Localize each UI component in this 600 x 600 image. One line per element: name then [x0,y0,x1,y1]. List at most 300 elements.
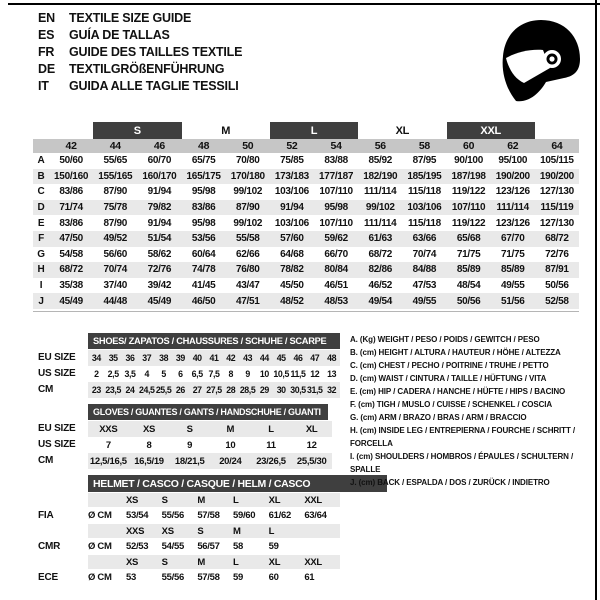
legend-item-j: J. (cm) BACK / ESPALDA / DOS / ZURÜCK / INDIETRO [350,478,550,487]
size-column-header: 48 [198,140,210,152]
helmet-value-cell: 53/54 [126,510,149,521]
helmet-value-cell: 59 [268,541,279,552]
size-cell: 46/51 [324,280,348,292]
legend-item-i: I. (cm) SHOULDERS / HOMBROS / ÉPAULES / SCHULTERN / SPALLE [350,452,574,474]
size-cell: 99/102 [233,186,263,198]
row-label: H [37,264,45,276]
shoes-row-cm [88,382,340,398]
lang-row-en [38,10,242,27]
helmet-value-cell: 53 [126,572,136,583]
size-cell: 46/52 [368,280,392,292]
size-cell: 127/130 [539,186,574,198]
helmet-values-row-fia [88,507,340,524]
size-cell: 107/110 [319,217,353,229]
shoes-cell: 47 [310,353,320,363]
shoes-cell: 2,5 [107,369,119,379]
size-cell: 105/115 [540,155,574,167]
size-column-header: 60 [463,140,475,152]
shoes-cell: 28,5 [239,385,256,395]
size-cell: 87/90 [103,186,127,198]
size-cell: 177/187 [319,170,354,182]
size-column-header: 52 [286,140,298,152]
lang-code: ES [38,28,55,42]
size-cell: 51/54 [147,233,172,245]
size-cell: 83/86 [59,217,83,229]
shoes-cm-label: CM [38,384,54,395]
size-cell: 85/89 [456,264,481,276]
size-cell: 70/80 [235,155,260,167]
size-cell: 87/95 [412,155,437,167]
lang-code: EN [38,11,55,25]
shoes-cell: 38 [159,353,169,363]
shoes-cell: 23,5 [105,385,121,395]
helmet-sizes-row-fia [88,493,340,507]
helmet-unit-cell: Ø CM [88,510,112,521]
helmet-value-cell: 61 [304,572,315,583]
size-column-header: 62 [507,140,519,152]
shoes-cell: 28 [226,385,236,395]
size-cell: 48/52 [280,295,304,307]
size-cell: 160/170 [142,170,177,182]
size-cell: 50/56 [456,295,481,307]
gloves-cell: L [268,423,274,435]
size-header-row [33,139,579,153]
size-cell: 45/49 [59,295,83,307]
row-label: B [37,170,45,182]
shoes-cell: 2 [94,369,99,379]
helmet-value-cell: 52/53 [126,541,149,552]
legend-item-d: D. (cm) WAIST / CINTURA / TAILLE / HÜFTUNG / VITA [350,374,547,383]
size-cell: 71/75 [500,248,525,260]
shoes-cell: 40 [192,353,202,363]
shoes-cell: 32 [327,385,337,395]
size-group-m: M [221,124,231,137]
textile-size-table [33,122,579,309]
shoes-cell: 5 [161,369,166,379]
size-group-xl: XL [395,124,410,137]
helmet-size-cell: XXL [304,556,322,568]
helmet-size-cell: S [161,556,168,568]
gloves-cell: M [226,423,235,435]
gloves-cell: S [186,423,193,435]
legend-item-g: G. (cm) ARM / BRAZO / BRAS / ARM / BRACCIO [350,413,527,422]
size-row-f [33,231,579,247]
size-cell: 47/50 [59,233,83,245]
size-cell: 48/54 [456,280,481,292]
helmet-value-cell: 55/56 [161,510,184,521]
language-title-block [38,10,242,95]
row-label: G [37,248,45,260]
shoes-cell: 13 [327,369,337,379]
size-cell: 182/190 [363,170,398,182]
gloves-cell: 16,5/19 [134,455,164,467]
shoes-cell: 27,5 [206,385,222,395]
size-cell: 85/92 [368,155,392,167]
row-label: E [37,217,45,229]
helmet-value-cell: 59/60 [233,510,256,521]
size-cell: 53/56 [191,233,216,245]
size-cell: 71/75 [456,248,481,260]
size-cell: 91/94 [280,202,304,214]
shoes-row-us [88,366,340,382]
size-cell: 115/118 [407,217,441,229]
size-cell: 123/126 [495,186,530,198]
gloves-cell: XXS [99,423,118,435]
helmet-size-table [88,493,340,586]
helmet-fia-label: FIA [38,510,54,521]
size-cell: 90/100 [454,155,483,167]
size-cell: 83/86 [59,186,83,198]
size-cell: 91/94 [147,186,172,198]
size-cell: 87/90 [103,217,127,229]
size-cell: 84/88 [412,264,437,276]
lang-code: FR [38,45,55,59]
size-cell: 103/106 [407,202,442,214]
size-cell: 91/94 [147,217,172,229]
size-column-header: 50 [242,140,254,152]
helmet-size-cell: XS [126,556,139,568]
gloves-cm-label: CM [38,455,54,466]
helmet-value-cell: 59 [233,572,243,583]
size-cell: 82/86 [368,264,392,276]
gloves-cell: XS [142,423,156,435]
legend-item-h: H. (cm) INSIDE LEG / ENTREPIERNA / FOURCHE / SCHRITT / FORCELLA [350,426,575,448]
size-cell: 50/56 [545,280,569,292]
helmet-sizes-row-ece [88,555,340,569]
size-cell: 67/70 [500,233,525,245]
size-cell: 75/78 [103,202,127,214]
helmet-value-cell: 56/57 [197,541,220,552]
size-cell: 155/165 [98,170,133,182]
helmet-value-cell: 63/64 [304,510,327,521]
size-group-l: L [270,122,358,139]
size-row-d [33,200,579,216]
helmet-value-cell: 55/56 [161,572,184,583]
helmet-sizes-row-cmr [88,524,340,538]
gloves-cell: 11 [266,439,276,451]
shoes-cell: 24 [125,385,135,395]
size-cell: 95/98 [191,217,216,229]
size-cell: 127/130 [539,217,574,229]
size-cell: 78/82 [280,264,304,276]
size-cell: 95/98 [191,186,216,198]
size-cell: 65/75 [191,155,216,167]
size-cell: 60/64 [191,248,216,260]
shoes-cell: 48 [327,353,337,363]
size-row-g [33,247,579,263]
size-cell: 123/126 [495,217,530,229]
gloves-cell: XL [305,423,318,435]
shoes-row-eu [88,350,340,366]
size-cell: 62/66 [235,248,260,260]
size-cell: 85/89 [500,264,525,276]
helmet-cmr-label: CMR [38,541,61,552]
gloves-cell: 25,5/30 [296,455,327,467]
lang-row-de [38,61,242,78]
gloves-row-sizes [88,421,332,437]
gloves-row-cm [88,453,332,469]
shoes-cell: 7,5 [208,369,220,379]
size-cell: 47/53 [412,280,437,292]
gloves-eu-size-label: EU SIZE [38,423,76,434]
size-cell: 99/102 [233,217,263,229]
size-cell: 165/175 [186,170,221,182]
helmet-values-row-cmr [88,538,340,555]
size-cell: 87/91 [545,264,569,276]
size-cell: 119/122 [451,217,486,229]
helmet-value-cell: 54/55 [161,541,184,552]
lang-row-it [38,78,242,95]
section-divider [33,311,579,312]
helmet-size-cell: XS [161,525,174,537]
helmet-size-cell: S [161,494,168,506]
size-cell: 49/55 [500,280,525,292]
size-cell: 150/160 [54,170,89,182]
size-cell: 57/60 [280,233,304,245]
size-cell: 56/60 [103,248,127,260]
size-cell: 49/55 [412,295,437,307]
shoes-eu-size-label: EU SIZE [38,352,76,363]
size-cell: 47/51 [235,295,260,307]
size-cell: 80/84 [324,264,348,276]
size-cell: 52/58 [545,295,569,307]
size-cell: 37/40 [103,280,127,292]
gloves-cell: 23/26,5 [256,455,286,467]
size-cell: 70/74 [412,248,437,260]
helmet-size-cell: XXS [126,525,145,537]
size-cell: 65/68 [456,233,481,245]
size-cell: 54/58 [59,248,83,260]
helmet-value-cell: 57/58 [197,572,220,583]
shoes-cell: 10,5 [273,369,289,379]
helmet-size-cell: XS [126,494,139,506]
helmet-unit-cell: Ø CM [88,541,112,552]
shoes-cell: 34 [91,353,101,363]
size-column-header: 44 [109,140,121,152]
size-cell: 55/58 [235,233,260,245]
size-cell: 115/118 [407,186,441,198]
gloves-cell: 10 [225,439,236,451]
gloves-cell: 20/24 [219,455,242,467]
helmet-table-header: HELMET / CASCO / CASQUE / HELM / CASCO [88,475,387,492]
gloves-cell: 12,5/16,5 [89,455,127,467]
size-cell: 55/65 [103,155,127,167]
size-cell: 61/63 [368,233,392,245]
lang-title: TEXTILE SIZE GUIDE [69,11,192,25]
gloves-size-table [88,421,332,469]
gloves-cell: 8 [146,439,152,451]
size-cell: 173/183 [274,170,309,182]
helmet-unit-cell: Ø CM [88,572,112,583]
shoes-size-table [88,350,340,398]
shoes-cell: 39 [175,353,185,363]
size-cell: 111/114 [364,217,397,229]
helmet-size-cell: L [268,525,275,537]
size-cell: 58/62 [147,248,172,260]
lang-title: TEXTILGRÖßENFÜHRUNG [69,62,225,76]
size-cell: 45/50 [280,280,304,292]
lang-row-fr [38,44,242,61]
size-group-s: S [93,122,181,139]
size-cell: 107/110 [319,186,353,198]
lang-code: DE [38,62,55,76]
size-cell: 48/53 [324,295,348,307]
helmet-size-cell: M [233,525,241,537]
helmet-values-row-ece [88,569,340,586]
size-cell: 41/45 [191,280,216,292]
helmet-size-cell: M [197,556,205,568]
shoes-cell: 23 [91,385,101,395]
size-cell: 111/114 [364,186,397,198]
shoes-cell: 35 [108,353,118,363]
size-cell: 72/76 [545,248,569,260]
shoes-cell: 11,5 [290,369,306,379]
shoes-cell: 43 [243,353,253,363]
row-label: F [38,233,44,245]
shoes-cell: 45 [276,353,286,363]
size-cell: 79/82 [147,202,172,214]
shoes-cell: 12 [310,369,320,379]
size-cell: 95/98 [324,202,348,214]
top-border [8,3,600,5]
legend-item-c: C. (cm) CHEST / PECHO / POITRINE / TRUHE / PETTO [350,361,549,370]
shoes-cell: 9 [245,369,250,379]
size-cell: 83/88 [324,155,348,167]
size-cell: 68/72 [545,233,569,245]
size-cell: 119/122 [451,186,486,198]
lang-code: IT [38,79,49,93]
shoes-cell: 36 [125,353,135,363]
shoes-cell: 30,5 [290,385,306,395]
shoes-cell: 6 [178,369,183,379]
shoes-cell: 8 [228,369,234,379]
helmet-size-cell: XL [268,494,281,506]
size-cell: 76/80 [235,264,260,276]
size-cell: 99/102 [365,202,395,214]
size-row-h [33,262,579,278]
size-cell: 49/54 [368,295,392,307]
row-label: A [37,155,45,167]
gloves-table-header: GLOVES / GUANTES / GANTS / HANDSCHUHE / GUANTI [88,404,328,420]
size-row-j [33,293,579,309]
gloves-us-size-label: US SIZE [38,439,76,450]
size-cell: 59/62 [324,233,348,245]
shoes-cell: 27 [192,385,202,395]
shoes-cell: 29 [259,385,269,395]
gloves-cell: 12 [306,439,317,451]
shoes-cell: 31,5 [307,385,323,395]
shoes-table-header: SHOES/ ZAPATOS / CHAUSSURES / SCHUHE / SCARPE [88,333,340,349]
helmet-size-cell: S [197,525,204,537]
size-cell: 185/195 [407,170,442,182]
size-cell: 49/52 [103,233,127,245]
helmet-size-cell: XXL [304,494,322,506]
size-cell: 45/49 [147,295,172,307]
size-cell: 60/70 [147,155,172,167]
row-label: C [37,186,45,198]
size-column-header: 46 [153,140,165,152]
size-row-c [33,184,579,200]
legend-item-f: F. (cm) TIGH / MUSLO / CUISSE / SCHENKEL / COSCIA [350,400,553,409]
size-row-a [33,153,579,169]
size-cell: 46/50 [191,295,216,307]
size-cell: 44/48 [103,295,127,307]
size-cell: 68/72 [368,248,392,260]
right-border [595,0,597,600]
size-cell: 107/110 [451,202,486,214]
size-cell: 190/200 [539,170,574,182]
size-cell: 95/100 [498,155,528,167]
helmet-size-cell: L [233,494,239,506]
helmet-value-cell: 58 [233,541,243,552]
legend-item-e: E. (cm) HIP / CADERA / HANCHE / HÜFTE / HIPS / BACINO [350,387,566,396]
size-cell: 66/70 [324,248,348,260]
shoes-cell: 10 [259,369,269,379]
gloves-cell: 9 [187,439,193,451]
size-cell: 103/106 [274,186,309,198]
shoes-cell: 24,5 [139,385,155,395]
size-cell: 70/74 [103,264,127,276]
helmet-ece-label: ECE [38,572,58,583]
size-cell: 64/68 [280,248,304,260]
helmet-value-cell: 57/58 [197,510,220,521]
size-group-header-row [33,122,579,139]
size-column-header: 54 [330,140,342,152]
size-group-xxl: XXL [447,122,535,139]
size-row-b [33,169,579,185]
size-cell: 111/114 [496,202,529,214]
gloves-cell: 7 [105,439,111,451]
size-row-i [33,278,579,294]
lang-title: GUIDE DES TAILLES TEXTILE [69,45,243,59]
size-cell: 72/76 [147,264,172,276]
size-column-header: 56 [374,140,386,152]
shoes-cell: 30 [276,385,286,395]
size-column-header: 64 [551,140,563,152]
size-cell: 35/38 [59,280,83,292]
size-cell: 187/198 [451,170,486,182]
racing-helmet-icon [488,12,588,112]
measurement-legend [350,333,592,489]
shoes-cell: 44 [259,353,269,363]
size-cell: 115/119 [540,202,574,214]
size-cell: 103/106 [274,217,309,229]
size-cell: 50/60 [59,155,83,167]
size-row-e [33,215,579,231]
lang-title: GUÍA DE TALLAS [69,28,170,42]
shoes-cell: 46 [293,353,303,363]
legend-item-b: B. (cm) HEIGHT / ALTURA / HAUTEUR / HÖHE / ALTEZZA [350,348,561,357]
helmet-value-cell: 61/62 [268,510,291,521]
shoes-cell: 37 [142,353,152,363]
size-cell: 74/78 [191,264,216,276]
shoes-cell: 25,5 [155,385,172,395]
lang-row-es [38,27,242,44]
shoes-cell: 6,5 [191,369,203,379]
size-cell: 39/42 [147,280,172,292]
shoes-us-size-label: US SIZE [38,368,76,379]
size-cell: 75/85 [280,155,304,167]
gloves-cell: 18/21,5 [174,455,205,467]
size-cell: 51/56 [500,295,525,307]
gloves-row-us [88,437,332,453]
size-column-header: 58 [418,140,430,152]
shoes-cell: 4 [144,369,150,379]
shoes-cell: 42 [226,353,236,363]
helmet-value-cell: 60 [268,572,279,583]
shoes-cell: 26 [175,385,185,395]
shoes-cell: 3,5 [124,369,136,379]
